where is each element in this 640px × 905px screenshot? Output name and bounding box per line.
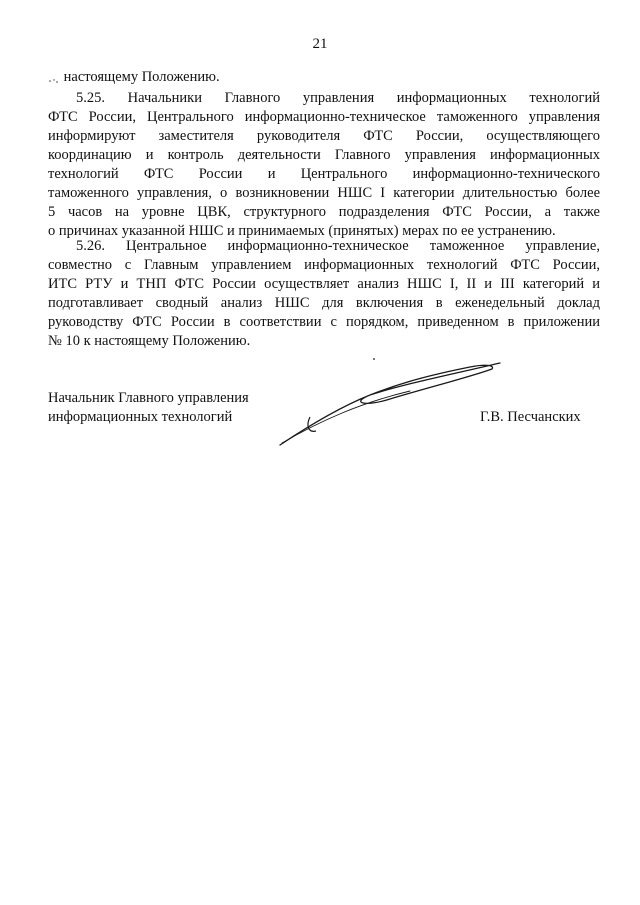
signatory-title <box>48 389 249 427</box>
page-number: 21 <box>312 36 328 52</box>
paragraph-line: 5.26. Центральное информационно-техническое таможенное управление, <box>76 238 600 254</box>
paragraph-line: № 10 к настоящему Положению. <box>48 333 251 349</box>
continuation-line <box>48 68 600 87</box>
scan-specks-icon <box>48 73 60 83</box>
paragraph-line: 5.25. Начальники Главного управления информационных технологий <box>76 90 600 106</box>
paragraph-line: ИТС РТУ и ТНП ФТС России осуществляет анализ НШС I, II и III категорий и <box>48 276 600 292</box>
paragraph-line: руководству ФТС России в соответствии с порядком, приведенном в приложении <box>48 314 600 330</box>
paragraph-line: таможенного управления, о возникновении НШС I категории длительностью более <box>48 185 600 201</box>
signatory-name: Г.В. Песчанских <box>480 409 581 425</box>
paragraph-line: информируют заместителя руководителя ФТС России, осуществляющего <box>48 128 600 144</box>
paragraph-line: о причинах указанной НШС и принимаемых (принятых) мерах по ее устранению. <box>48 223 556 239</box>
signatory-title-line: информационных технологий <box>48 409 233 425</box>
handwritten-signature <box>270 355 510 455</box>
paragraph-line: совместно с Главным управлением информационных технологий ФТС России, <box>48 257 600 273</box>
paragraph-line: 5 часов на уровне ЦВК, структурного подразделения ФТС России, а также <box>48 204 600 220</box>
continuation-text: настоящему Положению. <box>63 69 220 85</box>
paragraph-line: подготавливает сводный анализ НШС для включения в еженедельный доклад <box>48 295 600 311</box>
paragraph-line: ФТС России, Центрального информационно-техническое таможенного управления <box>48 109 600 125</box>
paragraph-5-26 <box>48 237 600 351</box>
paragraph-5-25 <box>48 89 600 241</box>
paragraph-line: технологий ФТС России и Центрального информационно-технического <box>48 166 600 182</box>
paragraph-line: координацию и контроль деятельности Главного управления информационных <box>48 147 600 163</box>
signatory-title-line: Начальник Главного управления <box>48 390 249 406</box>
